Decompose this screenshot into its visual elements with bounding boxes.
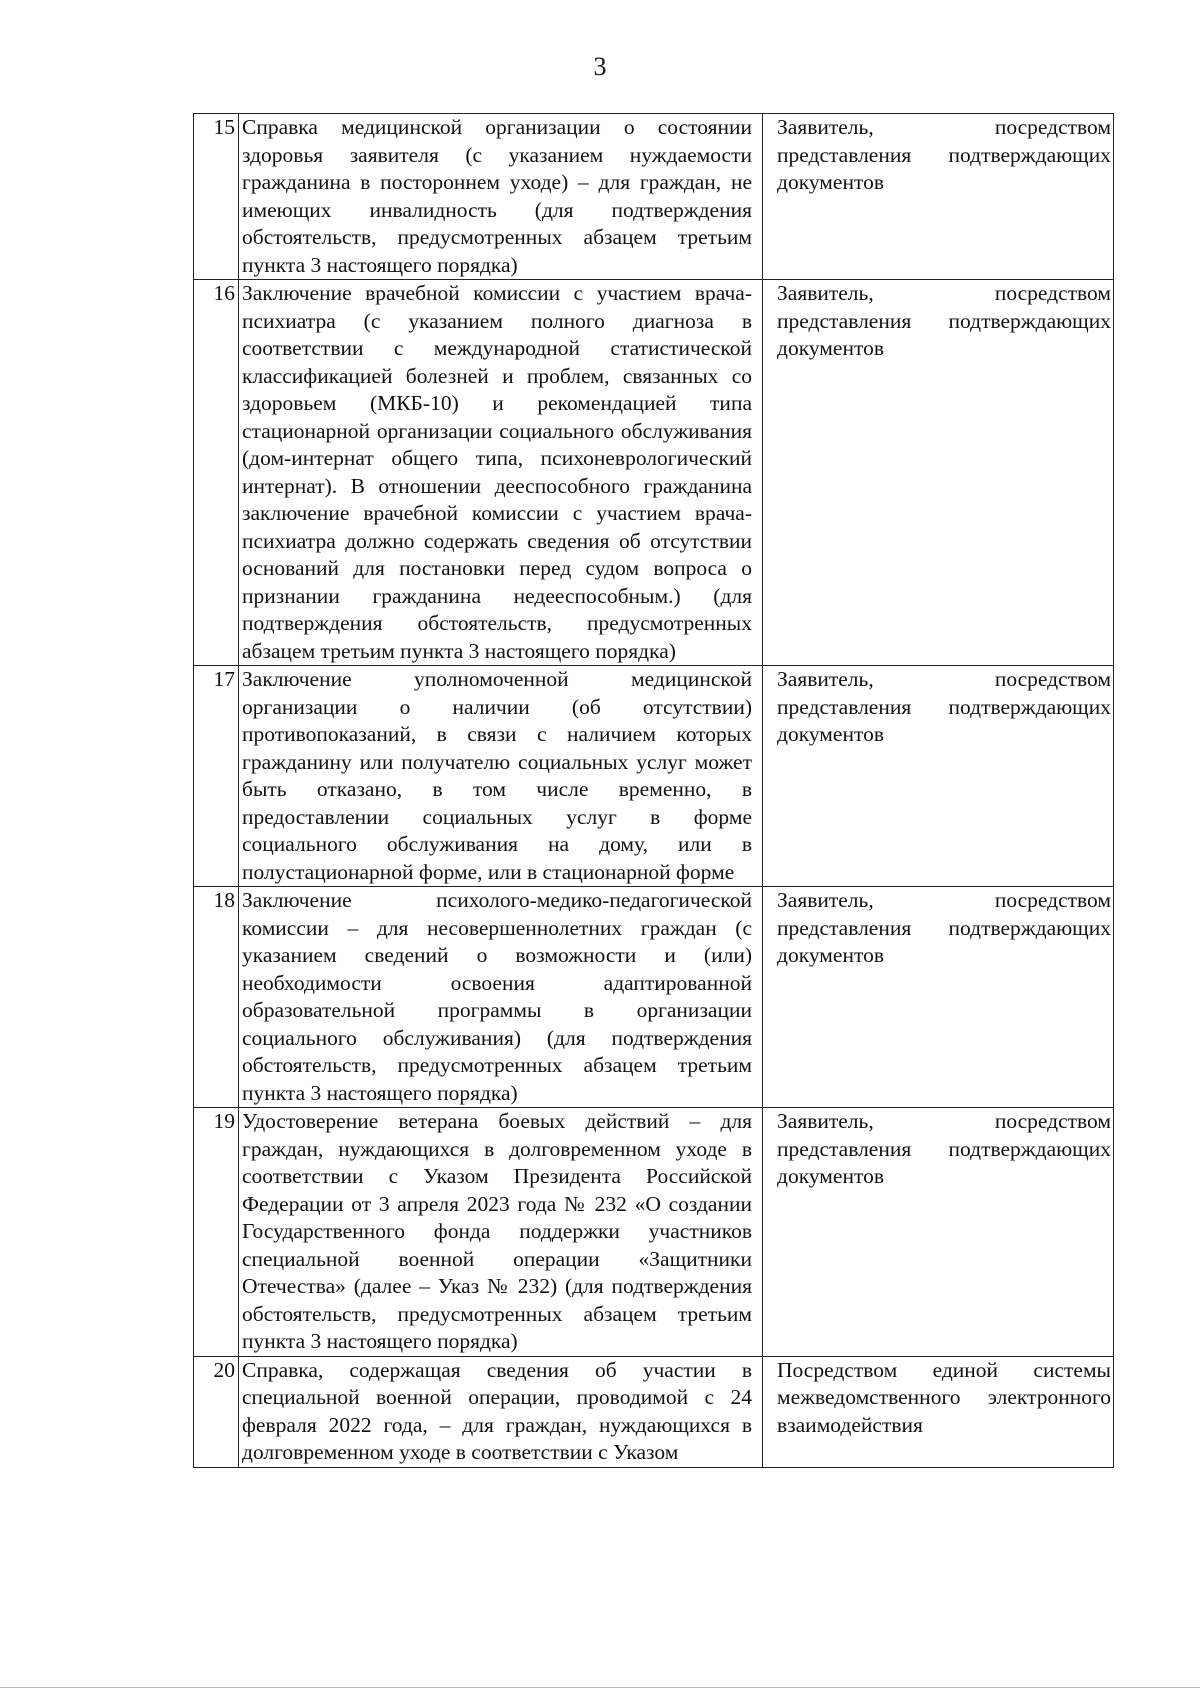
row-number: 17 xyxy=(194,666,239,887)
page-number: 3 xyxy=(593,52,607,81)
table-row xyxy=(194,666,1114,887)
document-description: Справка, содержащая сведения об участии в специальной военной операции, проводимой с 24 февраля 2022 года, – для граждан, нуждающихся в долговременном уходе в соответствии с Указом xyxy=(239,1356,763,1467)
row-number: 19 xyxy=(194,1108,239,1357)
row-number: 15 xyxy=(194,114,239,280)
document-source: Посредством единой системы межведомственного электронного взаимодействия xyxy=(763,1356,1114,1467)
document-description: Заключение врачебной комиссии с участием врача-психиатра (с указанием полного диагноза в соответствии с международной статистической классификацией болезней и проблем, связанных со здоровьем (МКБ-10) и рекомендацией типа стационарной организации социального обслуживания (дом-интернат общего типа, психоневрологический интернат). В отношении дееспособного гражданина заключение врачебной комиссии с участием врача-психиатра должно содержать сведения об отсутствии оснований для постановки перед судом вопроса о признании гражданина недееспособным.) (для подтверждения обстоятельств, предусмотренных абзацем третьим пункта 3 настоящего порядка) xyxy=(239,280,763,666)
table-row xyxy=(194,114,1114,280)
row-number: 16 xyxy=(194,280,239,666)
row-number: 20 xyxy=(194,1356,239,1467)
table-row xyxy=(194,887,1114,1108)
documents-table xyxy=(193,113,1114,1468)
document-description: Заключение психолого-медико-педагогической комиссии – для несовершеннолетних граждан (с указанием сведений о возможности и (или) необходимости освоения адаптированной образовательной программы в организации социального обслуживания) (для подтверждения обстоятельств, предусмотренных абзацем третьим пункта 3 настоящего порядка) xyxy=(239,887,763,1108)
row-number: 18 xyxy=(194,887,239,1108)
document-description: Удостоверение ветерана боевых действий – для граждан, нуждающихся в долговременном уходе в соответствии с Указом Президента Российской Федерации от 3 апреля 2023 года № 232 «О создании Государственного фонда поддержки участников специальной военной операции «Защитники Отечества» (далее – Указ № 232) (для подтверждения обстоятельств, предусмотренных абзацем третьим пункта 3 настоящего порядка) xyxy=(239,1108,763,1357)
document-source: Заявитель, посредством представления подтверждающих документов xyxy=(763,887,1114,1108)
document-source: Заявитель, посредством представления подтверждающих документов xyxy=(763,666,1114,887)
scan-edge-line xyxy=(0,1687,1200,1688)
table-row xyxy=(194,1108,1114,1357)
table-row xyxy=(194,1356,1114,1467)
document-description: Справка медицинской организации о состоянии здоровья заявителя (с указанием нуждаемости гражданина в постороннем уходе) – для граждан, не имеющих инвалидность (для подтверждения обстоятельств, предусмотренных абзацем третьим пункта 3 настоящего порядка) xyxy=(239,114,763,280)
document-description: Заключение уполномоченной медицинской организации о наличии (об отсутствии) противопоказаний, в связи с наличием которых гражданину или получателю социальных услуг может быть отказано, в том числе временно, в предоставлении социальных услуг в форме социального обслуживания на дому, или в полустационарной форме, или в стационарной форме xyxy=(239,666,763,887)
document-source: Заявитель, посредством представления подтверждающих документов xyxy=(763,114,1114,280)
document-source: Заявитель, посредством представления подтверждающих документов xyxy=(763,280,1114,666)
table-row xyxy=(194,280,1114,666)
document-source: Заявитель, посредством представления подтверждающих документов xyxy=(763,1108,1114,1357)
